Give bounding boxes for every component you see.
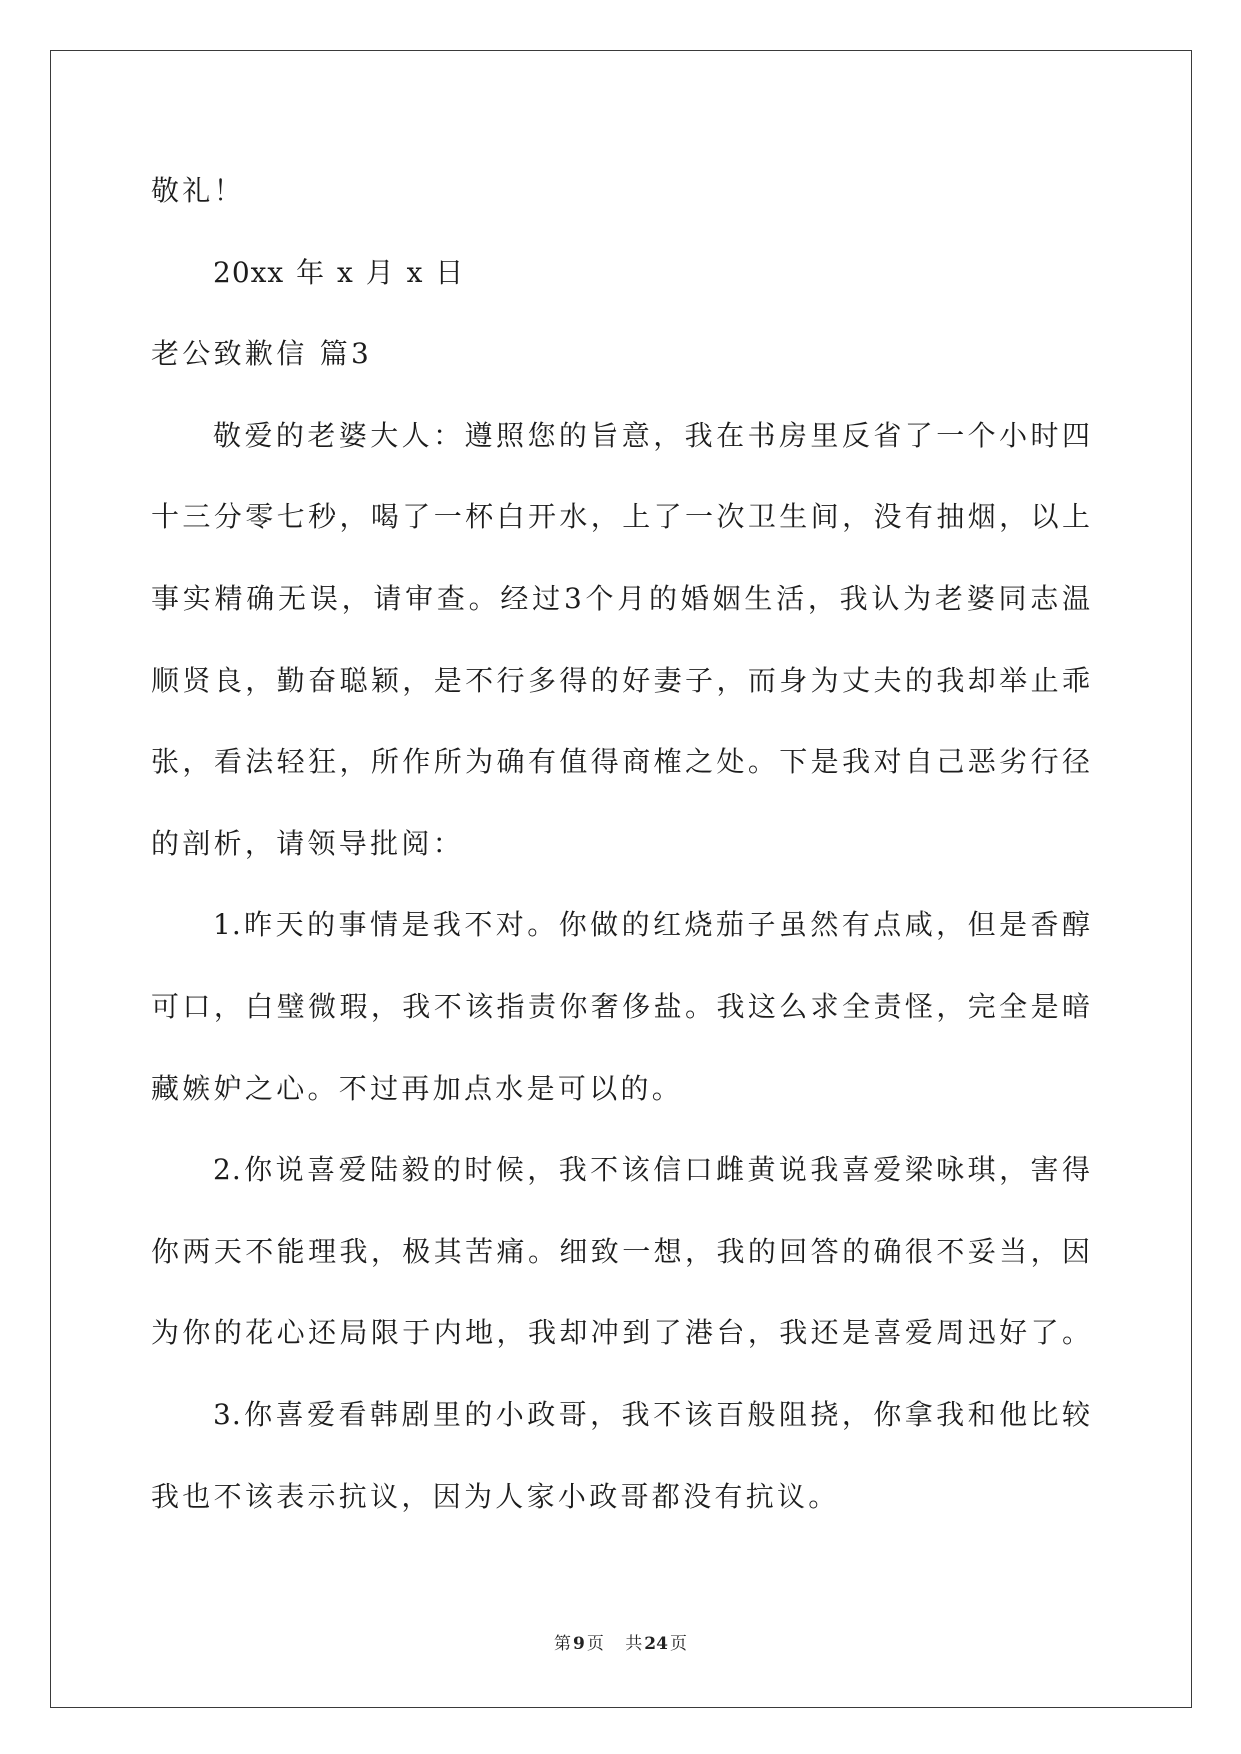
section-title: 老公致歉信 篇3 <box>151 337 373 371</box>
text-line: 敬爱的老婆大人：遵照您的旨意，我在书房里反省了一个小时四 <box>213 418 1091 452</box>
text-line: 我也不该表示抗议，因为人家小政哥都没有抗议。 <box>151 1479 840 1513</box>
total-suffix: 页 <box>669 1634 687 1654</box>
page-indicator <box>554 1634 609 1654</box>
letter-date: 20xx 年 x 月 x 日 <box>213 255 465 289</box>
text-line: 事实精确无误，请审查。经过3个月的婚姻生活，我认为老婆同志温 <box>151 581 1091 615</box>
page-footer <box>0 1632 1241 1656</box>
text-line: 为你的花心还局限于内地，我却冲到了港台，我还是喜爱周迅好了。 <box>151 1316 1091 1350</box>
paragraph-item-1 <box>151 884 1091 1129</box>
page-number: 9 <box>573 1634 585 1654</box>
letter-closing: 敬礼！ <box>151 174 245 207</box>
text-line: 的剖析，请领导批阅： <box>151 826 465 860</box>
text-line: 藏嫉妒之心。不过再加点水是可以的。 <box>151 1071 684 1105</box>
total-pages-indicator <box>625 1634 687 1654</box>
page-prefix: 第 <box>554 1634 572 1654</box>
total-prefix: 共 <box>625 1634 643 1654</box>
text-line: 1.昨天的事情是我不对。你做的红烧茄子虽然有点咸，但是香醇 <box>213 908 1091 942</box>
text-line: 2.你说喜爱陆毅的时候，我不该信口雌黄说我喜爱梁咏琪，害得 <box>213 1153 1091 1187</box>
document-body <box>151 150 1091 1537</box>
page-suffix: 页 <box>586 1634 604 1654</box>
text-line: 你两天不能理我，极其苦痛。细致一想，我的回答的确很不妥当，因 <box>151 1234 1091 1268</box>
paragraph-intro <box>151 395 1091 885</box>
paragraph-item-3 <box>151 1374 1091 1537</box>
total-pages: 24 <box>644 1634 668 1654</box>
text-line: 十三分零七秒，喝了一杯白开水，上了一次卫生间，没有抽烟，以上 <box>151 500 1091 534</box>
text-line: 顺贤良，勤奋聪颖，是不行多得的好妻子，而身为丈夫的我却举止乖 <box>151 663 1091 697</box>
paragraph-item-2 <box>151 1129 1091 1374</box>
text-line: 3.你喜爱看韩剧里的小政哥，我不该百般阻挠，你拿我和他比较 <box>213 1397 1091 1431</box>
text-line: 可口，白璧微瑕，我不该指责你奢侈盐。我这么求全责怪，完全是暗 <box>151 989 1091 1023</box>
text-line: 张，看法轻狂，所作所为确有值得商榷之处。下是我对自己恶劣行径 <box>151 745 1091 779</box>
